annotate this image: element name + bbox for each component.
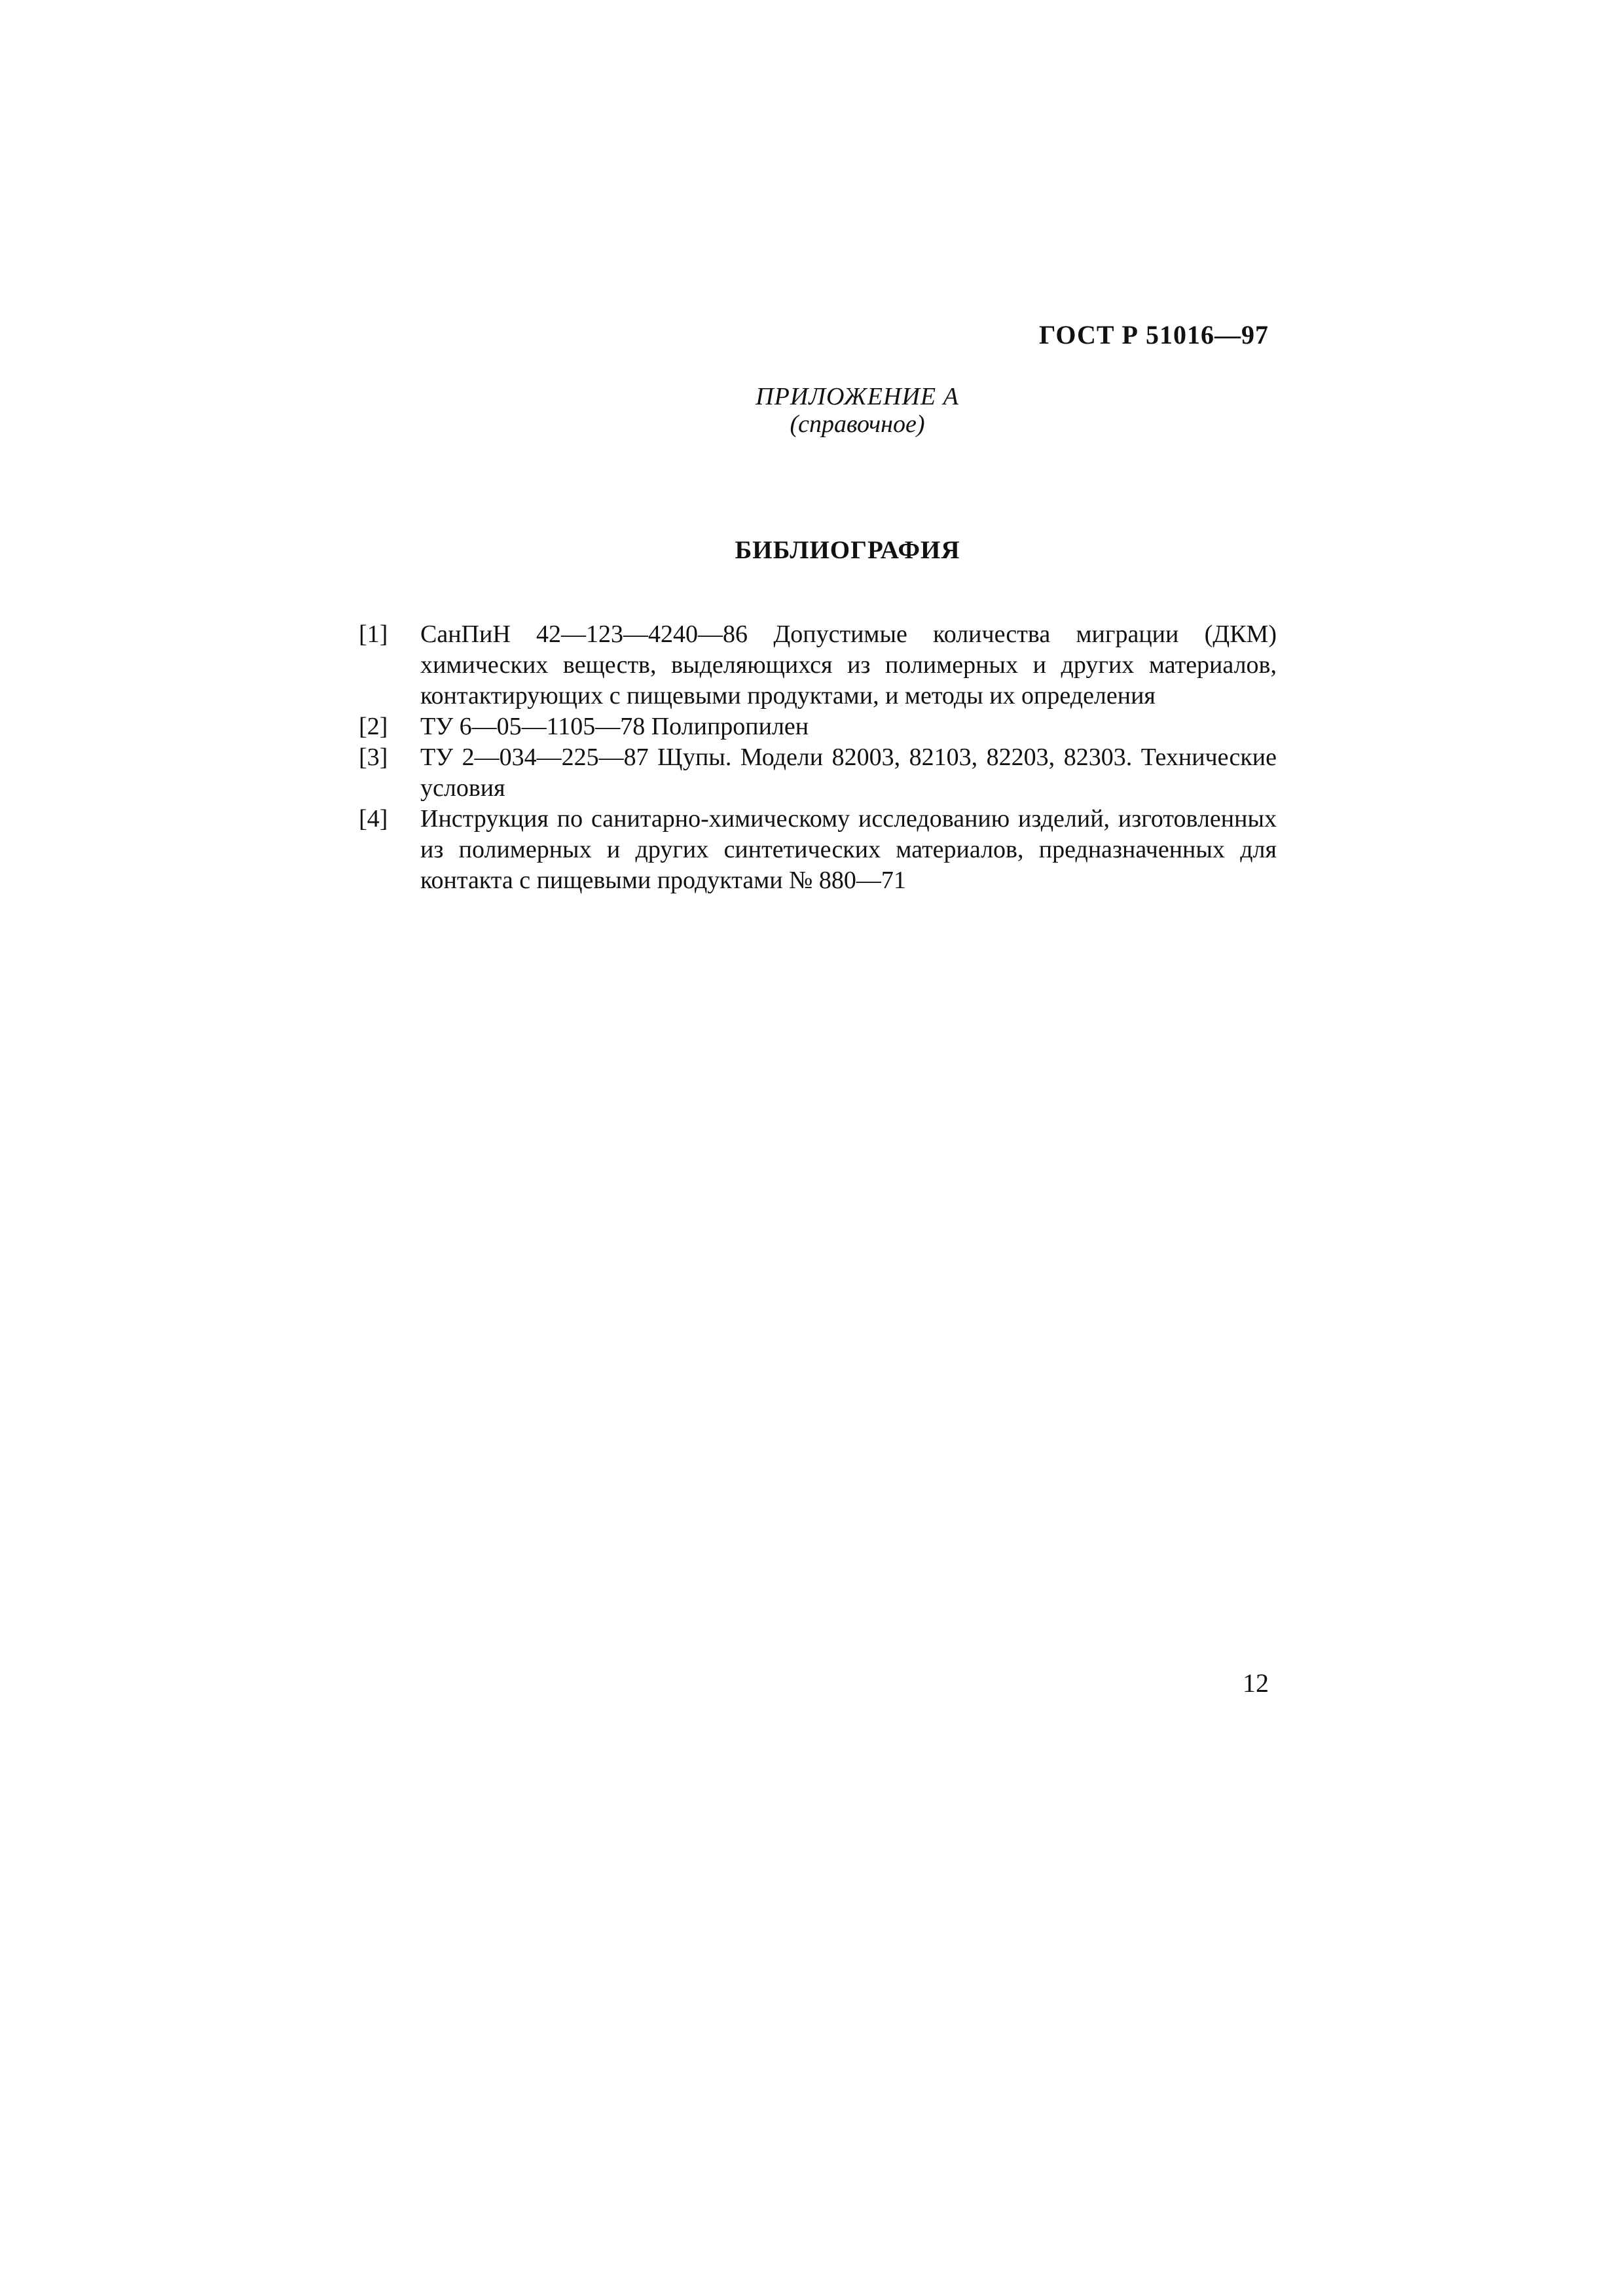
bibliography-number: [3] <box>359 744 388 771</box>
bibliography-item <box>359 711 1277 742</box>
bibliography-text: ТУ 2—034—225—87 Щупы. Модели 82003, 82103, 82203, 82303. Технические условия <box>420 744 1277 802</box>
bibliography-item <box>359 804 1277 896</box>
bibliography-text: Инструкция по санитарно-химическому исследованию изделий, изготовленных из полимерных и других синтетических материалов, предназначенных для контакта с пищевыми продуктами № 880—71 <box>420 805 1277 894</box>
appendix-heading <box>0 383 1623 438</box>
appendix-title: ПРИЛОЖЕНИЕ А <box>756 383 959 410</box>
bibliography-item <box>359 742 1277 804</box>
bibliography-number: [2] <box>359 713 388 740</box>
document-code: ГОСТ Р 51016—97 <box>1038 320 1269 350</box>
appendix-kind: (справочное) <box>790 410 925 438</box>
bibliography-text: ТУ 6—05—1105—78 Полипропилен <box>420 713 809 740</box>
bibliography-list <box>359 619 1277 896</box>
bibliography-number: [1] <box>359 620 388 648</box>
bibliography-item <box>359 619 1277 711</box>
page-number: 12 <box>1243 1668 1269 1698</box>
bibliography-text: СанПиН 42—123—4240—86 Допустимые количества миграции (ДКМ) химических веществ, выделяющихся из полимерных и других материалов, контактирующих с пищевыми продуктами, и методы их определения <box>420 620 1277 709</box>
bibliography-number: [4] <box>359 805 388 833</box>
section-title: БИБЛИОГРАФИЯ <box>735 536 960 564</box>
